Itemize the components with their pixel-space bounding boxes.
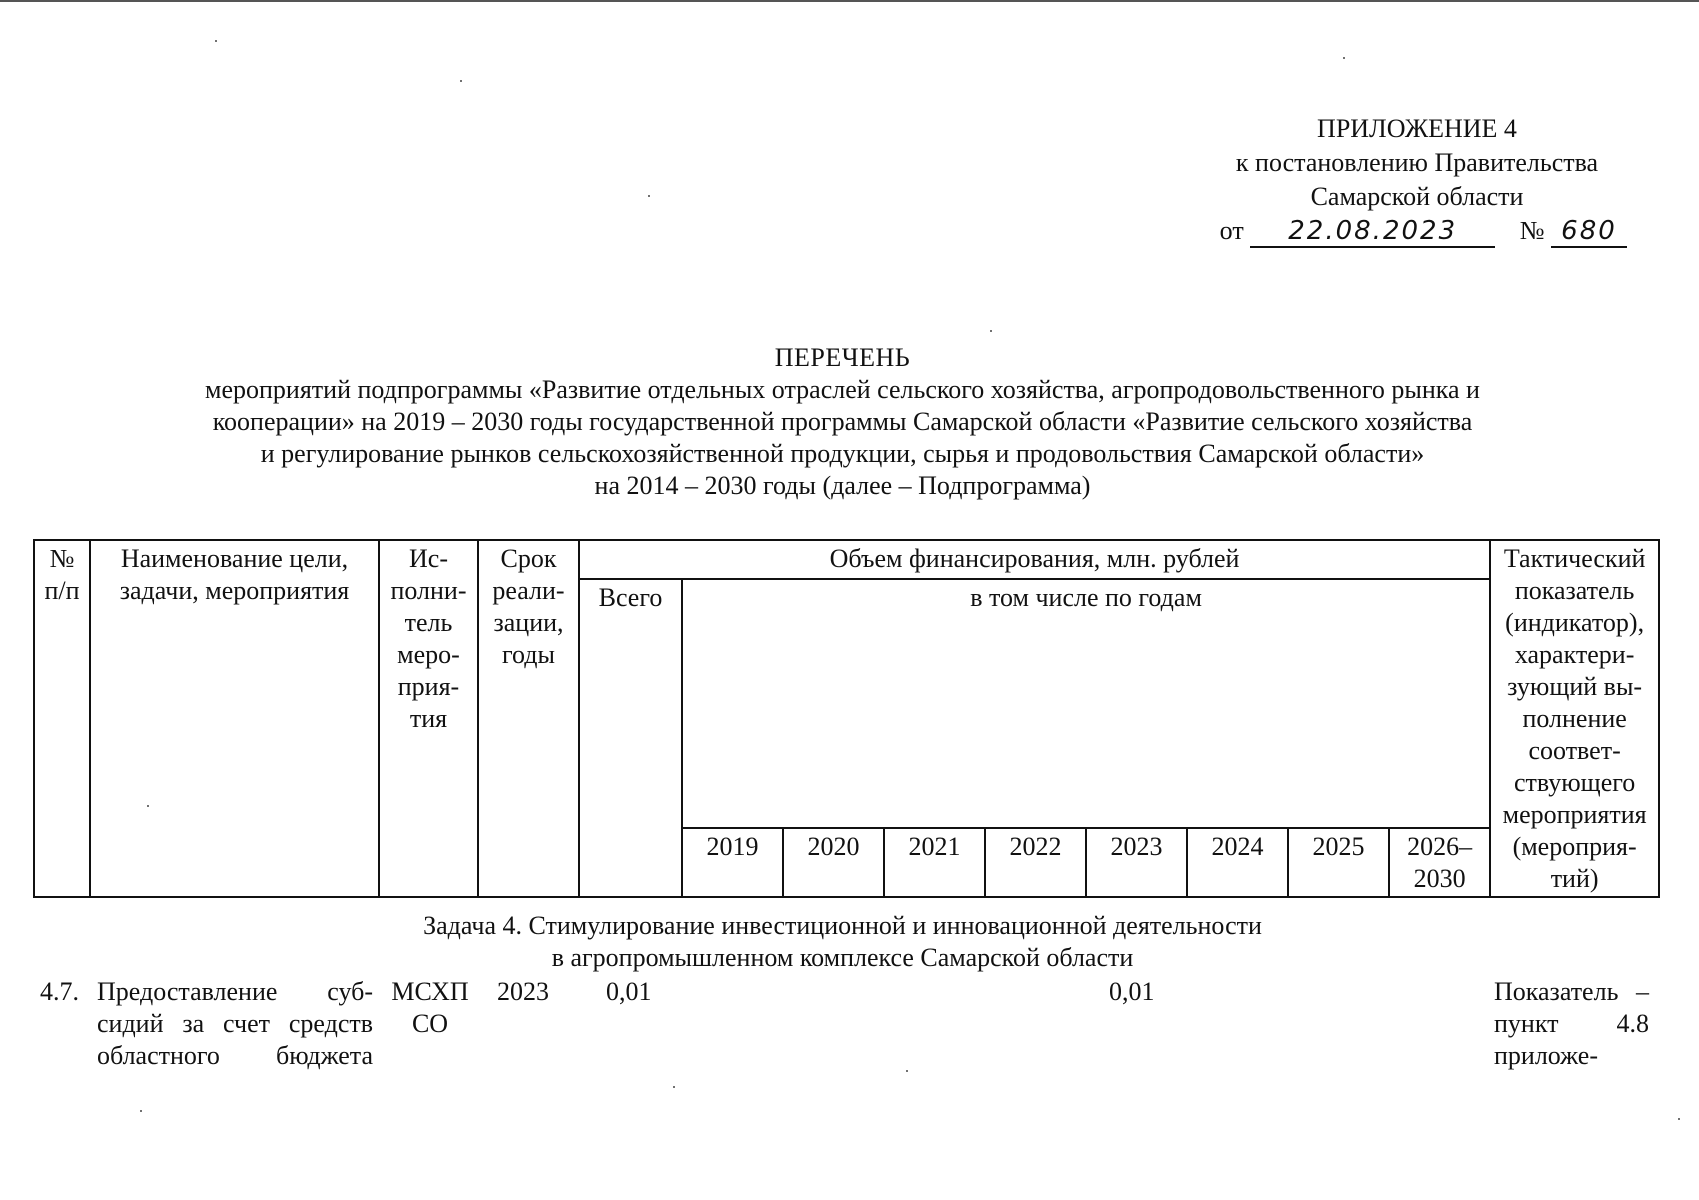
document-title: ПЕРЕЧЕНЬ [774, 343, 911, 372]
row-total: 0,01 [606, 977, 652, 1006]
indicator-line: приложе- [1494, 1041, 1598, 1070]
header-year: 2022 [985, 828, 1086, 897]
task-heading [150, 910, 1535, 974]
annex-title: ПРИЛОЖЕНИЕ 4 [1317, 114, 1517, 143]
annex-region-line: Самарской области [1310, 182, 1524, 211]
indicator-line: пункт 4.8 [1494, 1009, 1649, 1038]
measure-name-line: Предоставление суб- [97, 977, 373, 1006]
heading-line-2: кооперации» на 2019 – 2030 годы государственной программы Самарской области «Развитие сельского хозяйства [212, 407, 1473, 436]
header-year: 2024 [1187, 828, 1288, 897]
scan-speck [648, 195, 650, 197]
row-value-2023: 0,01 [1109, 977, 1155, 1006]
page-top-edge [0, 0, 1699, 2]
header-funding: Объем финансирования, млн. рублей [579, 540, 1490, 579]
document-heading [80, 342, 1605, 502]
handwritten-date: 22.08.2023 [1250, 216, 1495, 248]
indicator-line: Показатель – [1494, 977, 1649, 1006]
header-name: Наименование цели, задачи, мероприятия [90, 540, 379, 897]
scan-speck [140, 1110, 142, 1112]
scan-speck [215, 40, 217, 42]
header-year: 2026–2030 [1389, 828, 1490, 897]
annex-block [1207, 112, 1627, 248]
executor-line: СО [411, 1009, 449, 1038]
row-measure-name [97, 976, 373, 1072]
number-label: № [1519, 216, 1545, 245]
measure-name-line: сидий за счет средств [97, 1009, 373, 1038]
annex-date-number-line [1207, 214, 1627, 248]
executor-line: МСХП [391, 977, 469, 1006]
annex-resolution-line: к постановлению Правительства [1235, 148, 1599, 177]
task-line-2: в агропромышленном комплексе Самарской области [551, 943, 1134, 972]
header-number: № п/п [34, 540, 90, 897]
scan-speck [147, 805, 149, 807]
header-year: 2023 [1086, 828, 1187, 897]
scan-speck [990, 330, 992, 332]
row-indicator [1494, 976, 1649, 1072]
from-label: от [1219, 216, 1244, 245]
header-year: 2025 [1288, 828, 1389, 897]
scan-speck [1678, 1118, 1680, 1120]
header-year: 2021 [884, 828, 985, 897]
row-number: 4.7. [40, 977, 79, 1006]
row-term: 2023 [497, 977, 549, 1006]
measures-table-header [33, 539, 1660, 898]
scan-speck [673, 1086, 675, 1088]
handwritten-number: 680 [1551, 216, 1627, 248]
task-line-1: Задача 4. Стимулирование инвестиционной и инновационной деятельности [423, 911, 1262, 940]
header-term: Срок реали-зации, годы [478, 540, 579, 897]
measure-name-line: областного бюджета [97, 1041, 373, 1070]
scan-speck [906, 1070, 908, 1072]
header-year: 2020 [783, 828, 884, 897]
header-by-years: в том числе по годам [682, 579, 1490, 828]
heading-line-4: на 2014 – 2030 годы (далее – Подпрограмма) [594, 471, 1091, 500]
header-year: 2019 [682, 828, 783, 897]
scan-speck [460, 80, 462, 82]
header-executor: Ис-полни-тель меро-прия-тия [379, 540, 478, 897]
header-total: Всего [579, 579, 682, 897]
heading-line-3: и регулирование рынков сельскохозяйственной продукции, сырья и продовольствия Самарской области» [260, 439, 1425, 468]
heading-line-1: мероприятий подпрограммы «Развитие отдельных отраслей сельского хозяйства, агропродовольственного рынка и [205, 375, 1480, 404]
header-indicator: Тактический показатель (индикатор), характери-зующий вы-полнение соответ-ствующего мероприятия (мероприя-тий) [1490, 540, 1659, 897]
row-executor [385, 976, 475, 1040]
scan-speck [1343, 57, 1345, 59]
